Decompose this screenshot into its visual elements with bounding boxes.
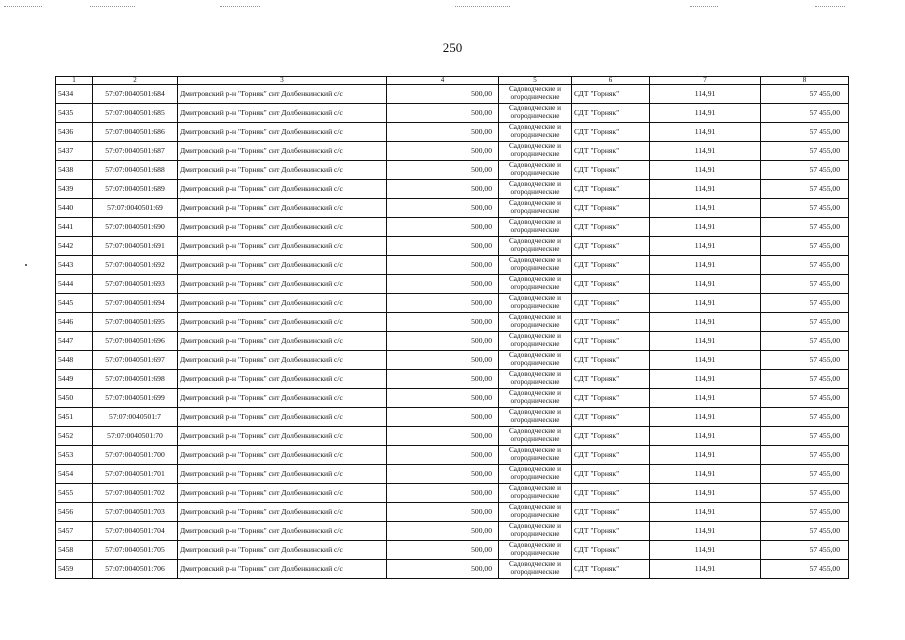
row-number: 5437 (56, 142, 93, 161)
cadastral-number: 57:07:0040501:694 (93, 294, 178, 313)
organization: СДТ "Горняк" (572, 237, 650, 256)
plot-address: Дмитровский р-н "Горняк" снт Долбенкинский с/с (178, 389, 387, 408)
row-number: 5441 (56, 218, 93, 237)
column-number: 6 (572, 77, 650, 85)
specific-value: 114,91 (650, 180, 761, 199)
row-number: 5445 (56, 294, 93, 313)
permitted-use: Садоводческие и огороднические (499, 313, 572, 332)
specific-value: 114,91 (650, 332, 761, 351)
cadastral-number: 57:07:0040501:686 (93, 123, 178, 142)
table-row (56, 351, 849, 370)
scan-artifact (815, 6, 845, 9)
plot-area: 500,00 (387, 256, 499, 275)
row-number: 5443 (56, 256, 93, 275)
table-row (56, 332, 849, 351)
plot-address: Дмитровский р-н "Горняк" снт Долбенкинский с/с (178, 465, 387, 484)
plot-address: Дмитровский р-н "Горняк" снт Долбенкинский с/с (178, 370, 387, 389)
permitted-use: Садоводческие и огороднические (499, 484, 572, 503)
cadastral-value: 57 455,00 (761, 237, 849, 256)
specific-value: 114,91 (650, 237, 761, 256)
row-number: 5438 (56, 161, 93, 180)
permitted-use: Садоводческие и огороднические (499, 256, 572, 275)
table-row (56, 560, 849, 579)
specific-value: 114,91 (650, 313, 761, 332)
row-number: 5455 (56, 484, 93, 503)
specific-value: 114,91 (650, 161, 761, 180)
cadastral-value: 57 455,00 (761, 104, 849, 123)
table-row (56, 161, 849, 180)
organization: СДТ "Горняк" (572, 560, 650, 579)
cadastral-number: 57:07:0040501:688 (93, 161, 178, 180)
cadastral-number: 57:07:0040501:685 (93, 104, 178, 123)
plot-address: Дмитровский р-н "Горняк" снт Долбенкинский с/с (178, 313, 387, 332)
row-number: 5440 (56, 199, 93, 218)
plot-area: 500,00 (387, 541, 499, 560)
organization: СДТ "Горняк" (572, 332, 650, 351)
plot-address: Дмитровский р-н "Горняк" снт Долбенкинский с/с (178, 446, 387, 465)
plot-area: 500,00 (387, 237, 499, 256)
scan-artifact (25, 264, 27, 266)
cadastral-number: 57:07:0040501:696 (93, 332, 178, 351)
organization: СДТ "Горняк" (572, 408, 650, 427)
cadastral-value: 57 455,00 (761, 465, 849, 484)
organization: СДТ "Горняк" (572, 370, 650, 389)
organization: СДТ "Горняк" (572, 180, 650, 199)
row-number: 5451 (56, 408, 93, 427)
specific-value: 114,91 (650, 408, 761, 427)
row-number: 5447 (56, 332, 93, 351)
table-row (56, 503, 849, 522)
scan-artifact (4, 6, 42, 9)
cadastral-value: 57 455,00 (761, 161, 849, 180)
table-row (56, 484, 849, 503)
permitted-use: Садоводческие и огороднические (499, 218, 572, 237)
cadastral-value: 57 455,00 (761, 275, 849, 294)
specific-value: 114,91 (650, 503, 761, 522)
permitted-use: Садоводческие и огороднические (499, 560, 572, 579)
specific-value: 114,91 (650, 541, 761, 560)
permitted-use: Садоводческие и огороднические (499, 123, 572, 142)
row-number: 5442 (56, 237, 93, 256)
cadastral-value: 57 455,00 (761, 484, 849, 503)
organization: СДТ "Горняк" (572, 199, 650, 218)
cadastral-number: 57:07:0040501:695 (93, 313, 178, 332)
table-row (56, 465, 849, 484)
table-row (56, 237, 849, 256)
permitted-use: Садоводческие и огороднические (499, 199, 572, 218)
row-number: 5435 (56, 104, 93, 123)
cadastral-number: 57:07:0040501:700 (93, 446, 178, 465)
plot-area: 500,00 (387, 484, 499, 503)
table-row (56, 180, 849, 199)
organization: СДТ "Горняк" (572, 123, 650, 142)
cadastral-value: 57 455,00 (761, 503, 849, 522)
permitted-use: Садоводческие и огороднические (499, 180, 572, 199)
plot-area: 500,00 (387, 218, 499, 237)
table-row (56, 313, 849, 332)
cadastral-number: 57:07:0040501:691 (93, 237, 178, 256)
plot-address: Дмитровский р-н "Горняк" снт Долбенкинский с/с (178, 237, 387, 256)
plot-address: Дмитровский р-н "Горняк" снт Долбенкинский с/с (178, 294, 387, 313)
row-number: 5434 (56, 85, 93, 104)
column-number: 1 (56, 77, 93, 85)
permitted-use: Садоводческие и огороднические (499, 104, 572, 123)
plot-address: Дмитровский р-н "Горняк" снт Долбенкинский с/с (178, 256, 387, 275)
plot-address: Дмитровский р-н "Горняк" снт Долбенкинский с/с (178, 275, 387, 294)
specific-value: 114,91 (650, 427, 761, 446)
column-number: 5 (499, 77, 572, 85)
plot-address: Дмитровский р-н "Горняк" снт Долбенкинский с/с (178, 332, 387, 351)
plot-address: Дмитровский р-н "Горняк" снт Долбенкинский с/с (178, 199, 387, 218)
plot-address: Дмитровский р-н "Горняк" снт Долбенкинский с/с (178, 503, 387, 522)
specific-value: 114,91 (650, 199, 761, 218)
cadastral-number: 57:07:0040501:687 (93, 142, 178, 161)
table-row (56, 275, 849, 294)
permitted-use: Садоводческие и огороднические (499, 294, 572, 313)
permitted-use: Садоводческие и огороднические (499, 503, 572, 522)
permitted-use: Садоводческие и огороднические (499, 522, 572, 541)
table-row (56, 541, 849, 560)
cadastral-number: 57:07:0040501:690 (93, 218, 178, 237)
specific-value: 114,91 (650, 275, 761, 294)
table-row (56, 389, 849, 408)
permitted-use: Садоводческие и огороднические (499, 370, 572, 389)
permitted-use: Садоводческие и огороднические (499, 427, 572, 446)
cadastral-number: 57:07:0040501:699 (93, 389, 178, 408)
cadastral-value: 57 455,00 (761, 123, 849, 142)
plot-area: 500,00 (387, 351, 499, 370)
row-number: 5453 (56, 446, 93, 465)
permitted-use: Садоводческие и огороднические (499, 161, 572, 180)
scan-artifact (690, 6, 718, 9)
plot-address: Дмитровский р-н "Горняк" снт Долбенкинский с/с (178, 142, 387, 161)
plot-address: Дмитровский р-н "Горняк" снт Долбенкинский с/с (178, 541, 387, 560)
land-plot-table (55, 76, 849, 579)
organization: СДТ "Горняк" (572, 294, 650, 313)
cadastral-value: 57 455,00 (761, 142, 849, 161)
plot-area: 500,00 (387, 142, 499, 161)
organization: СДТ "Горняк" (572, 161, 650, 180)
plot-area: 500,00 (387, 427, 499, 446)
table-row (56, 294, 849, 313)
organization: СДТ "Горняк" (572, 85, 650, 104)
table-row (56, 104, 849, 123)
row-number: 5456 (56, 503, 93, 522)
plot-area: 500,00 (387, 161, 499, 180)
plot-area: 500,00 (387, 522, 499, 541)
cadastral-value: 57 455,00 (761, 218, 849, 237)
plot-area: 500,00 (387, 408, 499, 427)
table-row (56, 218, 849, 237)
cadastral-value: 57 455,00 (761, 351, 849, 370)
cadastral-number: 57:07:0040501:697 (93, 351, 178, 370)
table-row (56, 408, 849, 427)
cadastral-number: 57:07:0040501:7 (93, 408, 178, 427)
table-row (56, 427, 849, 446)
cadastral-number: 57:07:0040501:70 (93, 427, 178, 446)
plot-address: Дмитровский р-н "Горняк" снт Долбенкинский с/с (178, 104, 387, 123)
permitted-use: Садоводческие и огороднические (499, 332, 572, 351)
cadastral-number: 57:07:0040501:684 (93, 85, 178, 104)
scan-artifact (220, 6, 260, 9)
column-number: 8 (761, 77, 849, 85)
column-number: 7 (650, 77, 761, 85)
plot-area: 500,00 (387, 446, 499, 465)
plot-area: 500,00 (387, 180, 499, 199)
permitted-use: Садоводческие и огороднические (499, 446, 572, 465)
plot-address: Дмитровский р-н "Горняк" снт Долбенкинский с/с (178, 484, 387, 503)
plot-address: Дмитровский р-н "Горняк" снт Долбенкинский с/с (178, 427, 387, 446)
plot-area: 500,00 (387, 465, 499, 484)
permitted-use: Садоводческие и огороднические (499, 142, 572, 161)
table-row (56, 85, 849, 104)
table-row (56, 123, 849, 142)
permitted-use: Садоводческие и огороднические (499, 275, 572, 294)
organization: СДТ "Горняк" (572, 484, 650, 503)
page-number: 250 (442, 40, 463, 55)
row-number: 5454 (56, 465, 93, 484)
row-number: 5448 (56, 351, 93, 370)
plot-area: 500,00 (387, 294, 499, 313)
plot-area: 500,00 (387, 85, 499, 104)
specific-value: 114,91 (650, 522, 761, 541)
cadastral-number: 57:07:0040501:702 (93, 484, 178, 503)
cadastral-number: 57:07:0040501:689 (93, 180, 178, 199)
permitted-use: Садоводческие и огороднические (499, 85, 572, 104)
permitted-use: Садоводческие и огороднические (499, 351, 572, 370)
cadastral-value: 57 455,00 (761, 408, 849, 427)
plot-address: Дмитровский р-н "Горняк" снт Долбенкинский с/с (178, 522, 387, 541)
table-row (56, 199, 849, 218)
specific-value: 114,91 (650, 142, 761, 161)
scan-artifact (455, 6, 510, 9)
row-number: 5452 (56, 427, 93, 446)
row-number: 5449 (56, 370, 93, 389)
organization: СДТ "Горняк" (572, 522, 650, 541)
cadastral-value: 57 455,00 (761, 294, 849, 313)
organization: СДТ "Горняк" (572, 541, 650, 560)
plot-area: 500,00 (387, 313, 499, 332)
row-number: 5457 (56, 522, 93, 541)
organization: СДТ "Горняк" (572, 503, 650, 522)
plot-area: 500,00 (387, 104, 499, 123)
cadastral-value: 57 455,00 (761, 85, 849, 104)
organization: СДТ "Горняк" (572, 389, 650, 408)
plot-address: Дмитровский р-н "Горняк" снт Долбенкинский с/с (178, 123, 387, 142)
cadastral-number: 57:07:0040501:693 (93, 275, 178, 294)
specific-value: 114,91 (650, 389, 761, 408)
cadastral-number: 57:07:0040501:698 (93, 370, 178, 389)
plot-address: Дмитровский р-н "Горняк" снт Долбенкинский с/с (178, 161, 387, 180)
cadastral-value: 57 455,00 (761, 313, 849, 332)
cadastral-value: 57 455,00 (761, 370, 849, 389)
permitted-use: Садоводческие и огороднические (499, 408, 572, 427)
specific-value: 114,91 (650, 218, 761, 237)
permitted-use: Садоводческие и огороднические (499, 389, 572, 408)
column-number: 4 (387, 77, 499, 85)
row-number: 5458 (56, 541, 93, 560)
organization: СДТ "Горняк" (572, 275, 650, 294)
row-number: 5439 (56, 180, 93, 199)
permitted-use: Садоводческие и огороднические (499, 541, 572, 560)
row-number: 5436 (56, 123, 93, 142)
specific-value: 114,91 (650, 85, 761, 104)
specific-value: 114,91 (650, 351, 761, 370)
organization: СДТ "Горняк" (572, 104, 650, 123)
cadastral-value: 57 455,00 (761, 541, 849, 560)
organization: СДТ "Горняк" (572, 351, 650, 370)
plot-area: 500,00 (387, 199, 499, 218)
plot-address: Дмитровский р-н "Горняк" снт Долбенкинский с/с (178, 351, 387, 370)
specific-value: 114,91 (650, 560, 761, 579)
cadastral-number: 57:07:0040501:703 (93, 503, 178, 522)
cadastral-value: 57 455,00 (761, 446, 849, 465)
cadastral-number: 57:07:0040501:701 (93, 465, 178, 484)
specific-value: 114,91 (650, 465, 761, 484)
organization: СДТ "Горняк" (572, 427, 650, 446)
scan-artifact (90, 6, 135, 9)
organization: СДТ "Горняк" (572, 313, 650, 332)
organization: СДТ "Горняк" (572, 446, 650, 465)
table-row (56, 522, 849, 541)
cadastral-value: 57 455,00 (761, 522, 849, 541)
cadastral-value: 57 455,00 (761, 256, 849, 275)
plot-area: 500,00 (387, 503, 499, 522)
row-number: 5446 (56, 313, 93, 332)
column-number-row (56, 77, 849, 85)
organization: СДТ "Горняк" (572, 218, 650, 237)
table-row (56, 446, 849, 465)
plot-address: Дмитровский р-н "Горняк" снт Долбенкинский с/с (178, 218, 387, 237)
column-number: 2 (93, 77, 178, 85)
plot-area: 500,00 (387, 275, 499, 294)
organization: СДТ "Горняк" (572, 142, 650, 161)
table-body (56, 77, 849, 579)
specific-value: 114,91 (650, 446, 761, 465)
cadastral-value: 57 455,00 (761, 332, 849, 351)
row-number: 5444 (56, 275, 93, 294)
specific-value: 114,91 (650, 104, 761, 123)
cadastral-value: 57 455,00 (761, 427, 849, 446)
cadastral-number: 57:07:0040501:692 (93, 256, 178, 275)
column-number: 3 (178, 77, 387, 85)
table-row (56, 142, 849, 161)
plot-area: 500,00 (387, 332, 499, 351)
permitted-use: Садоводческие и огороднические (499, 237, 572, 256)
cadastral-number: 57:07:0040501:69 (93, 199, 178, 218)
plot-area: 500,00 (387, 370, 499, 389)
plot-address: Дмитровский р-н "Горняк" снт Долбенкинский с/с (178, 560, 387, 579)
plot-address: Дмитровский р-н "Горняк" снт Долбенкинский с/с (178, 408, 387, 427)
cadastral-value: 57 455,00 (761, 180, 849, 199)
plot-address: Дмитровский р-н "Горняк" снт Долбенкинский с/с (178, 180, 387, 199)
row-number: 5459 (56, 560, 93, 579)
specific-value: 114,91 (650, 370, 761, 389)
specific-value: 114,91 (650, 484, 761, 503)
cadastral-number: 57:07:0040501:705 (93, 541, 178, 560)
plot-area: 500,00 (387, 123, 499, 142)
specific-value: 114,91 (650, 294, 761, 313)
permitted-use: Садоводческие и огороднические (499, 465, 572, 484)
cadastral-value: 57 455,00 (761, 560, 849, 579)
table-row (56, 256, 849, 275)
cadastral-number: 57:07:0040501:704 (93, 522, 178, 541)
cadastral-value: 57 455,00 (761, 389, 849, 408)
plot-area: 500,00 (387, 560, 499, 579)
plot-area: 500,00 (387, 389, 499, 408)
specific-value: 114,91 (650, 123, 761, 142)
row-number: 5450 (56, 389, 93, 408)
plot-address: Дмитровский р-н "Горняк" снт Долбенкинский с/с (178, 85, 387, 104)
specific-value: 114,91 (650, 256, 761, 275)
organization: СДТ "Горняк" (572, 256, 650, 275)
organization: СДТ "Горняк" (572, 465, 650, 484)
cadastral-number: 57:07:0040501:706 (93, 560, 178, 579)
table-row (56, 370, 849, 389)
cadastral-value: 57 455,00 (761, 199, 849, 218)
